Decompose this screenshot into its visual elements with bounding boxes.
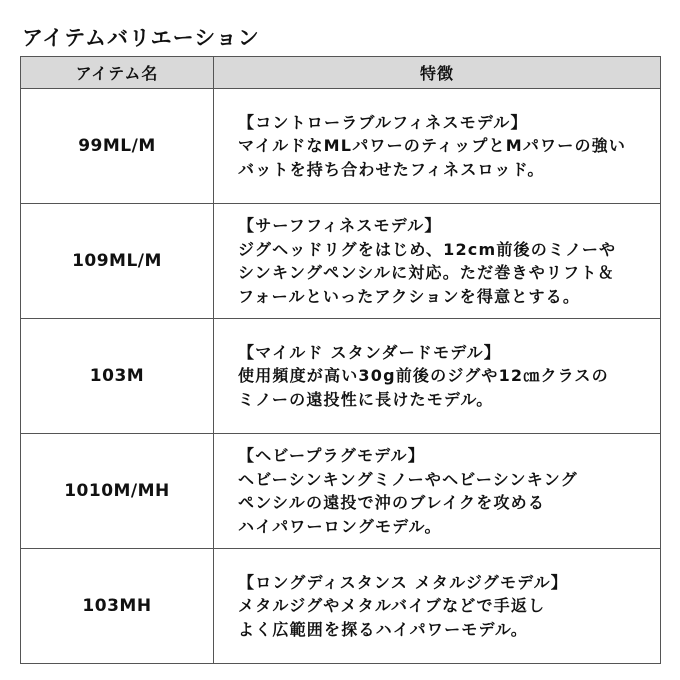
table-row [21,89,661,204]
table-row [21,434,661,549]
table-row [21,319,661,434]
item-name-cell: 103MH [21,549,214,664]
item-name-cell: 103M [21,319,214,434]
section-title: アイテムバリエーション [22,26,260,50]
feature-line: 【ロングディスタンス メタルジグモデル】 [238,572,568,592]
feature-line: 【コントローラブルフィネスモデル】 [238,112,528,132]
feature-line: ヘビーシンキングミノーやヘビーシンキング [238,469,578,489]
header-features: 特徴 [214,57,661,89]
item-variation-table [20,56,661,664]
feature-line: ミノーの遠投性に長けたモデル。 [238,389,494,409]
item-name-cell: 99ML/M [21,89,214,204]
feature-cell [214,319,661,434]
table-row [21,204,661,319]
feature-line: ジグヘッドリグをはじめ、12cm前後のミノーや [238,239,617,259]
feature-line: フォールといったアクションを得意とする。 [238,286,581,306]
feature-cell [214,89,661,204]
feature-line: ペンシルの遠投で沖のブレイクを攻める [238,493,546,512]
feature-line: 使用頻度が高い30g前後のジグや12㎝クラスの [238,366,609,386]
table-header-row [21,57,661,89]
feature-line: バットを持ち合わせたフィネスロッド。 [238,159,545,179]
table-row [21,549,661,664]
feature-line: メタルジグやメタルバイブなどで手返し [238,596,546,616]
feature-cell [214,434,661,549]
feature-line: シンキングペンシルに対応。ただ巻きやリフト＆ [238,263,615,282]
feature-line: 【ヘビープラグモデル】 [238,446,425,465]
item-name-cell: 109ML/M [21,204,214,319]
feature-line: マイルドなMLパワーのティップとMパワーの強い [238,136,627,156]
header-item-name: アイテム名 [21,57,214,89]
feature-line: よく広範囲を探るハイパワーモデル。 [238,619,529,639]
feature-line: 【マイルド スタンダードモデル】 [238,342,502,362]
feature-cell [214,549,661,664]
feature-cell [214,204,661,319]
feature-line: ハイパワーロングモデル。 [238,516,442,536]
feature-line: 【サーフフィネスモデル】 [238,216,442,235]
item-name-cell: 1010M/MH [21,434,214,549]
